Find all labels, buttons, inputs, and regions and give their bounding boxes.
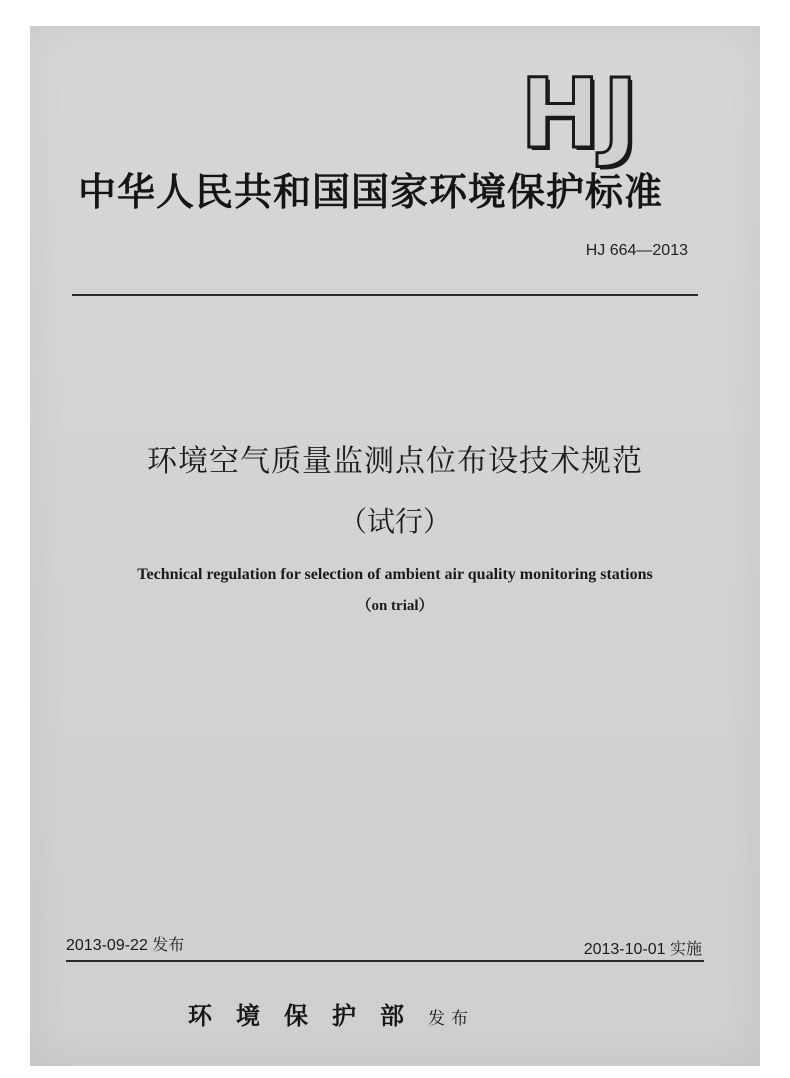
english-title: Technical regulation for selection of ambient air quality monitoring stations: [137, 566, 653, 583]
hj-logo: HJ: [520, 58, 641, 170]
standard-number: HJ 664—2013: [585, 242, 688, 259]
publisher-suffix: 发布: [428, 1009, 474, 1029]
standard-title: 中华人民共和国国家环境保护标准: [78, 170, 664, 214]
publisher-line: [188, 996, 474, 1031]
publisher-name: 环境保护部: [188, 1001, 428, 1030]
chinese-subtitle: （试行）: [338, 505, 451, 538]
chinese-title: 环境空气质量监测点位布设技术规范: [147, 444, 643, 479]
top-divider: [72, 294, 698, 296]
issue-date: 2013-09-22 发布: [66, 937, 185, 954]
bottom-divider: [66, 960, 704, 962]
document-cover: [30, 26, 760, 1066]
english-subtitle: （on trial）: [356, 598, 434, 614]
implement-date: 2013-10-01 实施: [583, 941, 702, 958]
